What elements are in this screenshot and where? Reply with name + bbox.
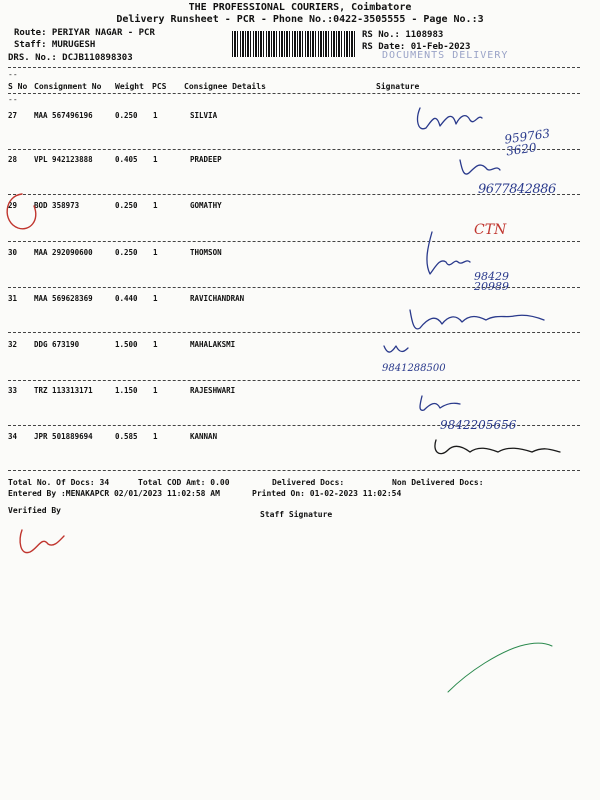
- circle-29: [7, 194, 36, 229]
- signature-27: [418, 108, 482, 129]
- row-weight: 1.150: [115, 386, 138, 395]
- row-consignment: VPL 942123888: [34, 155, 93, 164]
- row-sno: 32: [8, 340, 18, 349]
- handwritten-note: 9841288500: [382, 363, 446, 374]
- row-weight: 0.250: [115, 201, 138, 210]
- col-sno: S No: [8, 82, 28, 91]
- signature-34: [435, 440, 560, 454]
- row-pcs: 1: [153, 201, 158, 210]
- row-sno: 28: [8, 155, 18, 164]
- runsheet-title: Delivery Runsheet - PCR - Phone No.:0422-3505555 - Page No.:3: [116, 14, 484, 25]
- row-consignee: THOMSON: [190, 248, 222, 257]
- row-consignee: SILVIA: [190, 111, 218, 120]
- row-consignee: GOMATHY: [190, 201, 222, 210]
- row-consignment: JPR 501889694: [34, 432, 93, 441]
- row-consignee: RAVICHANDRAN: [190, 294, 245, 303]
- row-consignment: MAA 292090600: [34, 248, 93, 257]
- row-pcs: 1: [153, 155, 158, 164]
- row-weight: 1.500: [115, 340, 138, 349]
- col-consignment: Consignment No: [34, 82, 102, 91]
- row-sno: 31: [8, 294, 18, 303]
- row-consignee: PRADEEP: [190, 155, 222, 164]
- rs-date: RS Date: 01-Feb-2023: [362, 42, 471, 52]
- drs-number: DRS. No.: DCJB110898303: [8, 53, 133, 63]
- handwritten-note: 9842205656: [440, 418, 517, 432]
- row-pcs: 1: [153, 111, 158, 120]
- total-cod: Total COD Amt: 0.00: [138, 478, 230, 487]
- row-consignment: MAA 569628369: [34, 294, 93, 303]
- row-weight: 0.440: [115, 294, 138, 303]
- delivery-stamp: DOCUMENTS DELIVERY: [382, 50, 509, 61]
- col-signature: Signature: [376, 82, 420, 91]
- route: Route: PERIYAR NAGAR - PCR: [14, 28, 155, 38]
- col-pcs: PCS: [152, 82, 167, 91]
- row-pcs: 1: [153, 432, 158, 441]
- row-consignment: TRZ 113313171: [34, 386, 93, 395]
- row-sno: 33: [8, 386, 18, 395]
- handwritten-note: 9677842886: [478, 182, 556, 197]
- entered-by: Entered By :MENAKAPCR 02/01/2023 11:02:58 AM: [8, 489, 220, 498]
- row-consignment: BOD 358973: [34, 201, 80, 210]
- rs-number: RS No.: 1108983: [362, 30, 444, 40]
- row-pcs: 1: [153, 248, 158, 257]
- row-consignee: MAHALAKSMI: [190, 340, 236, 349]
- row-weight: 0.405: [115, 155, 138, 164]
- staff-signature: Staff Signature: [260, 510, 333, 519]
- row-sno: 34: [8, 432, 18, 441]
- row-sno: 30: [8, 248, 18, 257]
- col-weight: Weight: [115, 82, 144, 91]
- row-pcs: 1: [153, 386, 158, 395]
- row-consignee: KANNAN: [190, 432, 218, 441]
- verified-by: Verified By: [8, 506, 61, 515]
- row-pcs: 1: [153, 340, 158, 349]
- row-weight: 0.585: [115, 432, 138, 441]
- company-title: THE PROFESSIONAL COURIERS, Coimbatore: [188, 2, 412, 13]
- signature-33: [420, 396, 460, 410]
- row-weight: 0.250: [115, 111, 138, 120]
- verified-scribble: [20, 530, 64, 553]
- signature-30: [427, 232, 470, 274]
- row-sno: 29: [8, 201, 18, 210]
- row-consignment: DDG 673190: [34, 340, 80, 349]
- col-consignee: Consignee Details: [184, 82, 266, 91]
- delivered-docs: Delivered Docs:: [272, 478, 345, 487]
- row-weight: 0.250: [115, 248, 138, 257]
- row-consignment: MAA 567496196: [34, 111, 93, 120]
- signature-31: [410, 310, 544, 329]
- handwritten-note: 98429 20989: [474, 270, 509, 293]
- staff: Staff: MURUGESH: [14, 40, 96, 50]
- handwritten-note: 959763 3620: [503, 126, 551, 159]
- row-sno: 27: [8, 111, 18, 120]
- signature-28: [460, 160, 500, 174]
- row-consignee: RAJESHWARI: [190, 386, 236, 395]
- handwritten-note: CTN: [474, 222, 507, 238]
- signature-32: [384, 346, 408, 352]
- printed-on: Printed On: 01-02-2023 11:02:54: [252, 489, 402, 498]
- row-pcs: 1: [153, 294, 158, 303]
- ink-mark: [448, 643, 552, 692]
- non-delivered-docs: Non Delivered Docs:: [392, 478, 484, 487]
- total-docs: Total No. Of Docs: 34: [8, 478, 110, 487]
